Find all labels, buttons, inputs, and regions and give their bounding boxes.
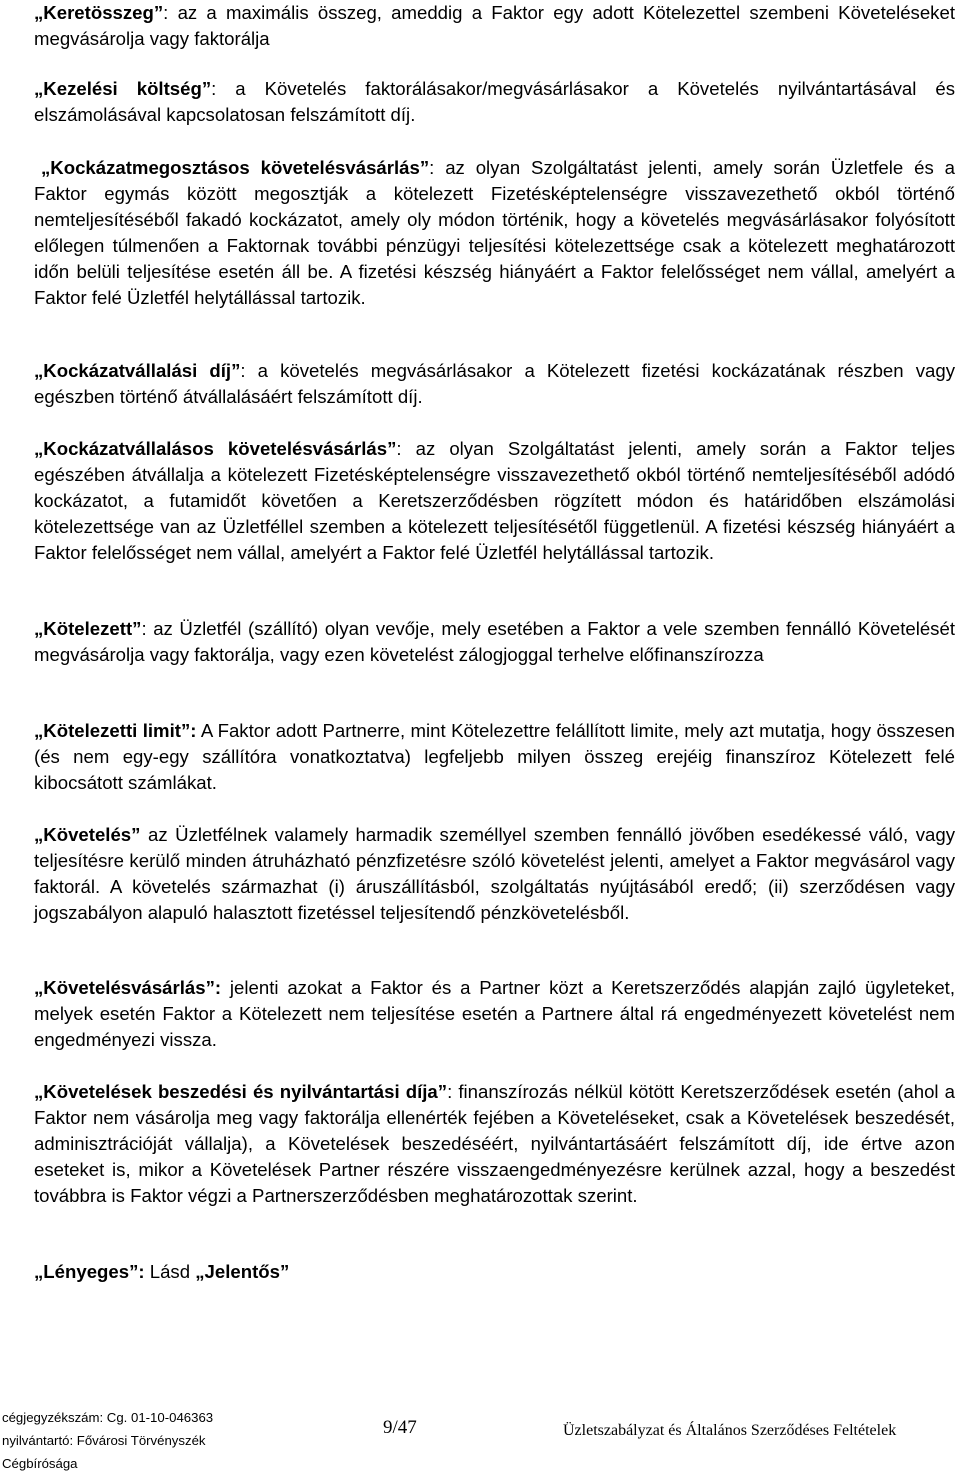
- definition-kockazatvallalasi-dij: „Kockázatvállalási díj”: a követelés megvásárlásakor a Kötelezett fizetési kockázatának részben vagy egészben történő átvállalásáért felszámított díj.: [34, 360, 955, 407]
- term: Keretösszeg: [43, 2, 154, 23]
- definition-kotelezetti-limit: „Kötelezetti limit”: A Faktor adott Partnerre, mint Kötelezettre felállított limite, mely azt mutatja, hogy összesen (és nem egy-egy szállítóra vonatkoztatva) legfeljebb milyen összeg erejéig finanszíroz Kötelezett felé kibocsátott számlákat.: [34, 720, 955, 793]
- definition-lenyeges: „Lényeges”: Lásd „Jelentős”: [34, 1261, 290, 1282]
- document-title: Üzletszabályzat és Általános Szerződéses Feltételek: [563, 1422, 897, 1439]
- term: Lényeges: [43, 1261, 130, 1282]
- term: Követelésvásárlás: [43, 977, 206, 998]
- footer-registry: [2, 1406, 213, 1475]
- definition-koveteles: „Követelés” az Üzletfélnek valamely harmadik személlyel szemben fennálló jövőben esedékessé váló, vagy teljesítésre kerülő minden átruházható pénzfizetésre szóló követelést jelenti, amelyet a Faktor megvásárol vagy faktorál. A követelés származhat (i) áruszállításból, szolgáltatás nyújtásából eredő; (ii) szerződésen vagy jogszabályon alapuló halasztott fizetéssel teljesítendő pénzkövetelésből.: [34, 824, 955, 923]
- definition-keretosszeg: „Keretösszeg”: az a maximális összeg, ameddig a Faktor egy adott Kötelezettel szembeni Követeléseket megvásárolja vagy faktorálja: [34, 2, 955, 49]
- term: Kötelezett: [43, 618, 133, 639]
- term: Követelések beszedési és nyilvántartási díja: [43, 1081, 438, 1102]
- definition-kockazatmegosztasos: „Kockázatmegosztásos követelésvásárlás”: az olyan Szolgáltatást jelenti, amely során Üzletfele és a Faktor egymás között megosztják a kötelezett Fizetésképtelenségre visszavezethető okból történő nemteljesítéséből fakadó kockázatot, amely oly módon történik, hogy a követelés megvásárlásakor folyósított előlegen túlmenően a Faktornak további pénzügyi teljesítési kötelezettsége csak a kötelezett meghatározott időn belüli teljesítése esetén áll be. A fizetési készség hiányáért a Faktor felelősséget nem vállal, amelyért a Faktor felé Üzletfél helytállással tartozik.: [34, 157, 955, 308]
- registry-keeper: nyilvántartó: Fővárosi Törvényszék: [2, 1433, 206, 1448]
- definition-kovetelesvasarlas: „Követelésvásárlás”: jelenti azokat a Faktor és a Partner közt a Keretszerződés alapján zajló ügyleteket, melyek esetén Faktor a Kötelezett nem teljesítése esetén a Partnere által rá engedményezett követelést nem engedményezi vissza.: [34, 977, 955, 1050]
- definition-beszedesi-dij: „Követelések beszedési és nyilvántartási díja”: finanszírozás nélkül kötött Keretszerződések esetén (ahol a Faktor nem vásárolja meg vagy faktorálja ellenérték fejében a Követeléseket, csak a Követelések beszedését, adminisztrációját vállalja), a Követelések beszedéséért, nyilvántartásáért felszámított díj, ide értve azon eseteket is, mikor a Követelések Partner részére visszaengedményezésre kerülnek azzal, hogy a beszedést továbbra is Faktor végzi a Partnerszerződésben meghatározottak szerint.: [34, 1081, 955, 1206]
- term: Kockázatvállalásos követelésvásárlás: [43, 438, 388, 459]
- registry-keeper-cont: Cégbírósága: [2, 1456, 78, 1471]
- page-number: 9/47: [383, 1417, 417, 1438]
- term: Kockázatvállalási díj: [43, 360, 232, 381]
- term: Követelés: [43, 824, 132, 845]
- term: Kockázatmegosztásos követelésvásárlás: [50, 157, 420, 178]
- term: Kezelési költség: [43, 78, 202, 99]
- definition-kockazatvallalasos: „Kockázatvállalásos követelésvásárlás”: az olyan Szolgáltatást jelenti, amely során a Faktor teljes egészében átvállalja a kötelezett Fizetésképtelenségre visszavezethető okból történő nemteljesítéséből adódó kockázatot, a futamidőt követően a Keretszerződésben rögzített módon és határidőben elszámolási kötelezettsége van az Üzletféllel szemben a kötelezett teljesítésétől függetlenül. A fizetési készség hiányáért a Faktor felelősséget nem vállal, amelyért a Faktor felé Üzletfél helytállással tartozik.: [34, 438, 955, 563]
- definition-kotelezett: „Kötelezett”: az Üzletfél (szállító) olyan vevője, mely esetében a Faktor a vele szemben fennálló Követelését megvásárolja vagy faktorálja, vagy ezen követelést zálogjoggal terhelve előfinanszírozza: [34, 618, 955, 665]
- definition-kezelesi-koltseg: „Kezelési költség”: a Követelés faktorálásakor/megvásárlásakor a Követelés nyilvántartásával és elszámolásával kapcsolatosan felszámított díj.: [34, 78, 955, 125]
- cross-reference: Jelentős: [204, 1261, 280, 1282]
- registry-number: cégjegyzékszám: Cg. 01-10-046363: [2, 1410, 214, 1425]
- term: Kötelezetti limit: [43, 720, 181, 741]
